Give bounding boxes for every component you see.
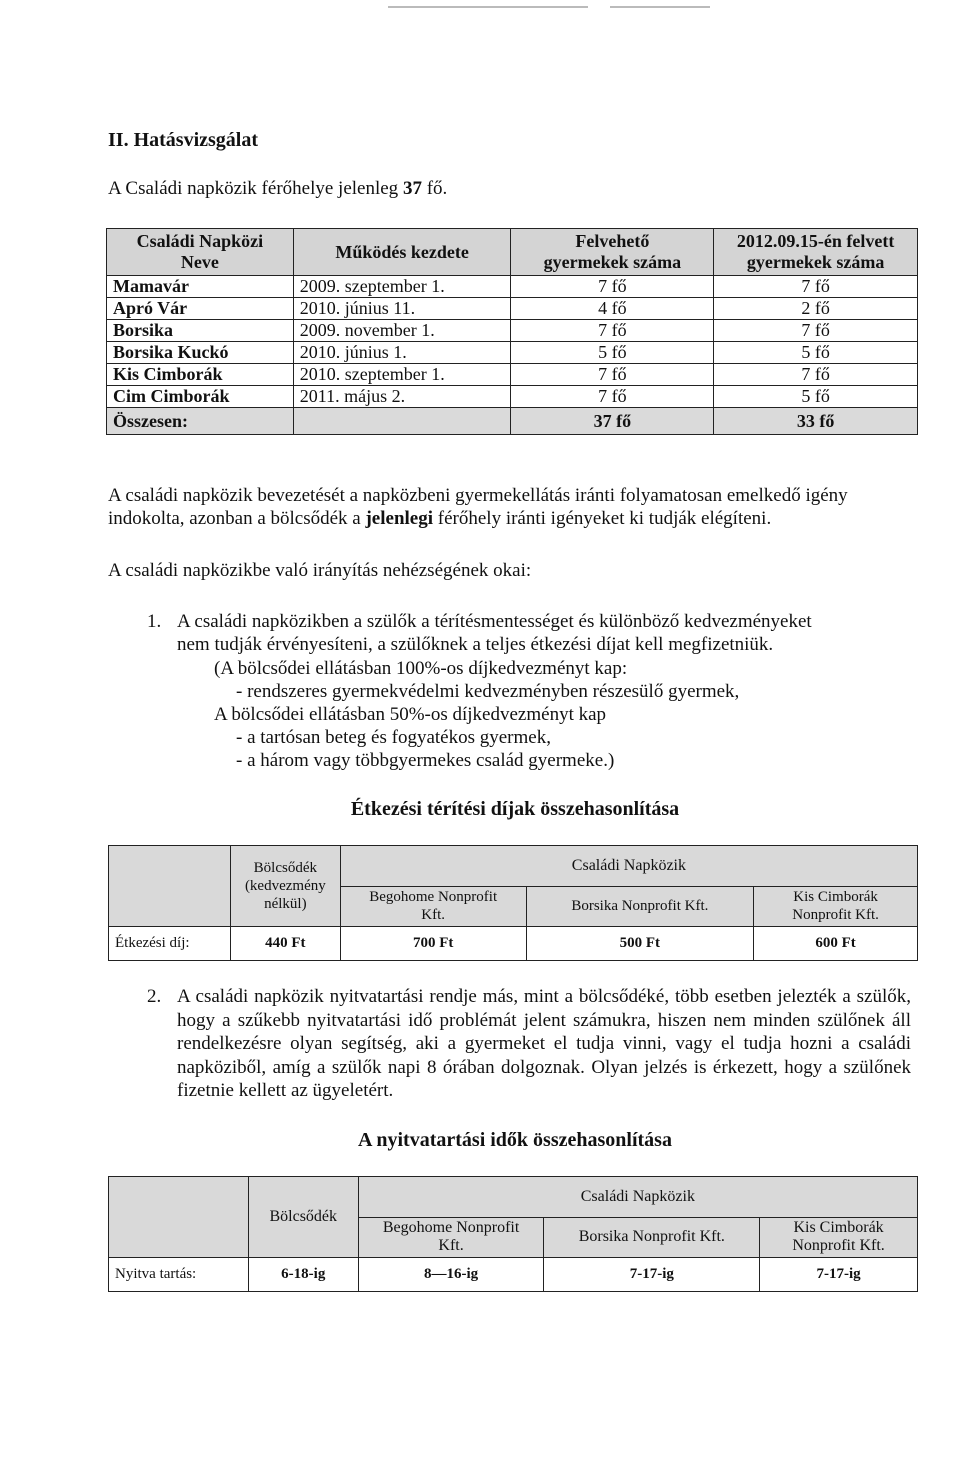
table-header-row <box>107 229 918 276</box>
section-title: II. Hatásvizsgálat <box>108 129 258 151</box>
scan-mark <box>610 6 710 8</box>
item-1-line6: - a tartósan beteg és fogyatékos gyermek, <box>236 727 551 748</box>
table-row: Apró Vár 2010. június 11. 4 fő 2 fő <box>107 298 918 320</box>
hours-table <box>108 1176 918 1292</box>
header-group: Családi Napközik <box>358 1177 917 1218</box>
header-name: Családi Napközi Neve <box>107 229 294 276</box>
item-1-line4: - rendszeres gyermekvédelmi kedvezményben részesülő gyermek, <box>236 681 740 702</box>
hours-table-title: A nyitvatartási idők összehasonlítása <box>358 1129 672 1151</box>
table-row: Cim Cimborák 2011. május 2. 7 fő 5 fő <box>107 386 918 408</box>
capacity-table <box>106 228 918 435</box>
header-bolcsode: Bölcsődék <box>248 1177 358 1258</box>
item-1-line7: - a három vagy többgyermekes család gyermeke.) <box>236 750 615 771</box>
header-start: Működés kezdete <box>293 229 511 276</box>
paragraph-1: A családi napközik bevezetését a napközbeni gyermekellátás iránti folyamatosan emelkedő igény indokolta, azonban a bölcsődék a jelenlegi férőhely iránti igényeket ki tudják elégíteni. <box>108 485 848 529</box>
fee-table-title: Étkezési térítési díjak összehasonlítása <box>350 798 680 820</box>
header-bolcsode: Bölcsődék (kedvezmény nélkül) <box>230 846 340 927</box>
header-borsika: Borsika Nonprofit Kft. <box>544 1217 760 1258</box>
intro-text: A Családi napközik férőhelye jelenleg 37 fő. <box>108 178 448 199</box>
table-row: Borsika 2009. november 1. 7 fő 7 fő <box>107 320 918 342</box>
header-kis-cimborak: Kis Cimborák Nonprofit Kft. <box>760 1217 918 1258</box>
table-row: Mamavár 2009. szeptember 1. 7 fő 7 fő <box>107 276 918 298</box>
intro-value: 37 <box>402 178 422 199</box>
total-row: Összesen: 37 fő 33 fő <box>107 408 918 435</box>
header-begohome: Begohome Nonprofit Kft. <box>340 886 526 927</box>
header-enrolled: 2012.09.15-én felvett gyermekek száma <box>714 229 918 276</box>
header-begohome: Begohome Nonprofit Kft. <box>358 1217 544 1258</box>
table-row: Étkezési díj: 440 Ft 700 Ft 500 Ft 600 Ft <box>109 927 918 961</box>
header-kis-cimborak: Kis Cimborák Nonprofit Kft. <box>754 886 918 927</box>
table-row: Kis Cimborák 2010. szeptember 1. 7 fő 7 fő <box>107 364 918 386</box>
item-1-number: 1. <box>147 611 162 632</box>
item-1-line5: A bölcsődei ellátásban 50%-os díjkedvezményt kap <box>214 704 607 725</box>
paragraph-2: A családi napközikbe való irányítás nehézségének okai: <box>108 560 532 581</box>
header-capacity: Felvehető gyermekek száma <box>511 229 714 276</box>
item-1-line3: (A bölcsődei ellátásban 100%-os díjkedvezményt kap: <box>214 658 628 679</box>
item-2-text: A családi napközik nyitvatartási rendje más, mint a bölcsődéké, több esetben jelezték a szülők, hogy a szűkebb nyitvatartási idő problémát jelent számukra, hiszen nem minden szülőnek áll rendelkezésre olyan segítség, aki a gyermeket el tudja vinni, vagy el tudja hozni a családi napköziből, amíg a szülők napi 8 órában dolgoznak. Olyan jelzés is érkezett, hogy a szülőnek fizetnie kellett az ügyeletért. <box>177 986 911 1101</box>
header-borsika: Borsika Nonprofit Kft. <box>526 886 754 927</box>
table-row: Borsika Kuckó 2010. június 1. 5 fő 5 fő <box>107 342 918 364</box>
header-group: Családi Napközik <box>340 846 917 887</box>
item-1-line2: nem tudják érvényesíteni, a szülőknek a teljes étkezési díjat kell megfizetniük. <box>177 634 774 655</box>
scan-mark <box>388 6 588 8</box>
item-1-line1: A családi napközikben a szülők a térítésmentességet és különböző kedvezményeket <box>177 611 812 632</box>
item-2-number: 2. <box>147 986 162 1007</box>
table-row: Nyitva tartás: 6-18-ig 8—16-ig 7-17-ig 7-17-ig <box>109 1258 918 1292</box>
fee-table <box>108 845 918 961</box>
